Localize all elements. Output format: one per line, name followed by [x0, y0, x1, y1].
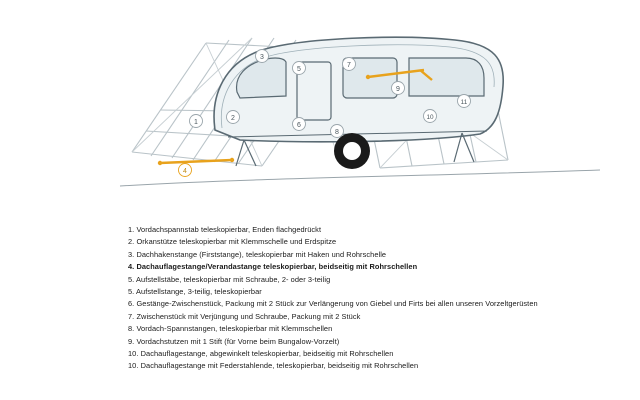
callout-11 — [458, 95, 471, 108]
svg-text:6: 6 — [297, 122, 301, 129]
svg-text:10: 10 — [426, 114, 434, 121]
legend-item: 5. Aufstellstäbe, teleskopierbar mit Schraube, 2- oder 3-teilig — [128, 274, 331, 284]
svg-text:2: 2 — [231, 115, 235, 122]
legend-item: 3. Dachhakenstange (Firststange), teleskopierbar mit Haken und Rohrschelle — [128, 249, 387, 259]
legend-item: 9. Vordachstutzen mit 1 Stift (für Vorne beim Bungalow-Vorzelt) — [128, 336, 340, 346]
svg-text:9: 9 — [396, 86, 400, 93]
callout-9 — [392, 82, 405, 95]
callout-7 — [343, 58, 356, 71]
callout-10 — [424, 110, 437, 123]
callout-4 — [179, 164, 192, 177]
legend-item: 2. Orkanstütze teleskopierbar mit Klemmschelle und Erdspitze — [128, 237, 337, 247]
callout-6 — [293, 118, 306, 131]
callout-8 — [331, 125, 344, 138]
callout-1 — [190, 115, 203, 128]
svg-text:4: 4 — [183, 168, 187, 175]
svg-text:3: 3 — [260, 54, 264, 61]
ground-line — [120, 170, 600, 186]
legend-item: 10. Dachauflagestange mit Federstahlende, teleskopierbar, beidseitig mit Rohrschellen — [128, 361, 419, 371]
callout-3 — [256, 50, 269, 63]
callout-5 — [293, 62, 306, 75]
svg-text:7: 7 — [347, 62, 351, 69]
svg-text:11: 11 — [460, 99, 468, 106]
legend-item: 10. Dachauflagestange, abgewinkelt teleskopierbar, beidseitig mit Rohrschellen — [128, 349, 394, 359]
svg-text:1: 1 — [194, 119, 198, 126]
legend-list — [128, 224, 598, 373]
callout-2 — [227, 111, 240, 124]
svg-text:8: 8 — [335, 129, 339, 136]
legend-item-highlighted: 4. Dachauflagestange/Verandastange teleskopierbar, beidseitig mit Rohrschellen — [128, 262, 418, 272]
rear-window — [409, 58, 484, 96]
legend-item: 6. Gestänge-Zwischenstück, Packung mit 2 Stück zur Verlängerung von Giebel und Firts bei allen unseren Vorzeltgerüsten — [128, 299, 538, 309]
legend-item: 8. Vordach-Spannstangen, teleskopierbar mit Klemmschellen — [128, 324, 333, 334]
svg-text:5: 5 — [297, 66, 301, 73]
legend-item: 5. Aufstellstange, 3-teilig, teleskopierbar — [128, 287, 262, 297]
legend-item: 1. Vordachspannstab teleskopierbar, Enden flachgedrückt — [128, 225, 322, 234]
legend-item: 7. Zwischenstück mit Verjüngung und Schraube, Packung mit 2 Stück — [128, 311, 361, 321]
wheel-hub — [343, 142, 361, 160]
